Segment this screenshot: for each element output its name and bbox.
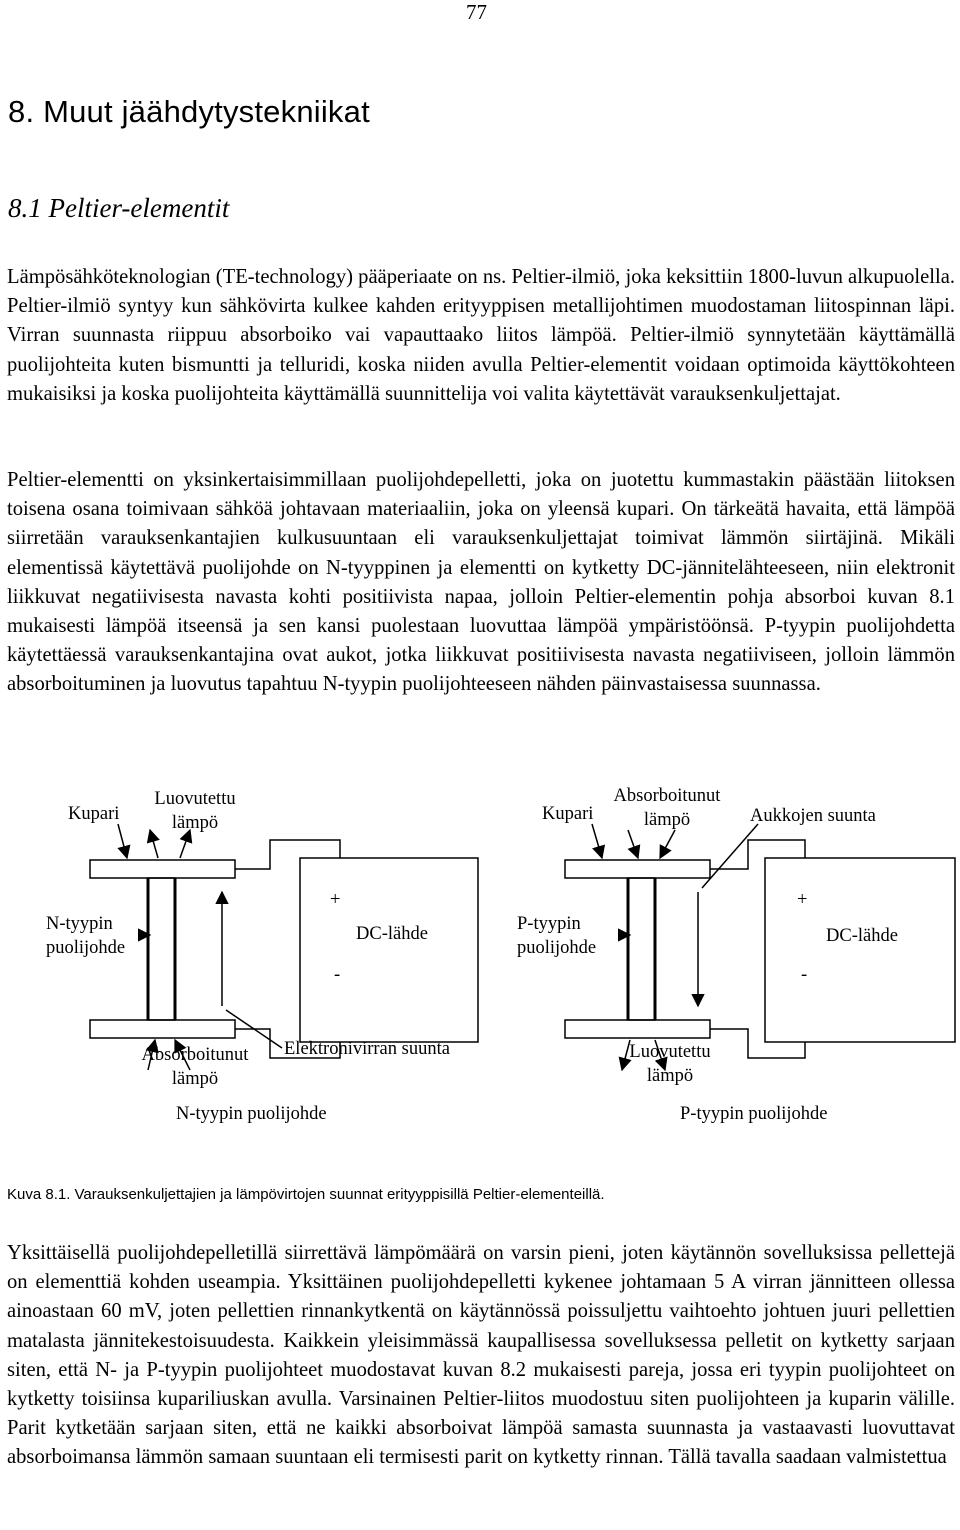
label-right-minus: - [801, 965, 808, 985]
label-left-bottom-heat: Absorboitunut lämpö [141, 1045, 249, 1089]
label-left-top-heat: Luovutettu lämpö [154, 789, 236, 833]
right-wire-top [710, 840, 805, 869]
left-bottom-copper-plate [90, 1020, 235, 1038]
section-title: 8.1 Peltier-elementit [8, 193, 230, 223]
paragraph-1: Lämpösähköteknologian (TE-technology) pääperiaate on ns. Peltier-ilmiö, joka keksittiin 1800-luvun alkupuolella. Peltier-ilmiö syntyy kun sähkövirta kulkee kahden erityyppisen metallijohtimen muodostaman liitospinnan läpi. Virran suunnasta riippuu absorboiko vai vapauttaako liitos lämpöä. Peltier-ilmiö synnytetään käyttämällä puolijohteita kuten bismuntti ja telluridi, koska niiden avulla Peltier-elementit voidaan optimoida käyttökohteen mukaisiksi ja koska puolijohteita käyttämällä suunnittelija voi valita käytettävät varauksenkuljettajat. [7, 266, 955, 405]
label-left-plus: + [330, 890, 341, 910]
left-top-copper-plate [90, 860, 235, 878]
label-left-kupari: Kupari [68, 804, 120, 824]
label-left-semiconductor: N-tyypin puolijohde [46, 914, 126, 958]
right-heat-in-arrow [628, 830, 638, 858]
label-right-dc-source: DC-lähde [826, 926, 898, 946]
right-top-copper-plate [565, 860, 710, 878]
label-right-semiconductor: P-tyypin puolijohde [517, 914, 597, 958]
paragraph-3: Yksittäisellä puolijohdepelletillä siirrettävä lämpömäärä on varsin pieni, joten käytännön sovelluksissa pellettejä on elementtiä kohden useampia. Yksittäinen puolijohdepelletti kykenee johtamaan 5 A virran jännitteen ollessa ainoastaan 60 mV, joten pellettien rinnankytkentä on käytännössä poissuljettu vaihtoehto johtuen juuri pellettien matalasta jännitekestoisuudesta. Kaikkein yleisimmässä kaupallisessa sovelluksessa pelletit on kytketty sarjaan siten, että N- ja P-tyypin puolijohteet muodostavat kuvan 8.2 mukaisesti pareja, jossa eri tyypin puolijohteet on kytketty toisiinsa kupariliuskan avulla. Varsinainen Peltier-liitos muodostuu siten puolijohteen ja kuparin välille. Parit kytketään sarjaan siten, että ne kaikki absorboivat lämpöä samasta suunnasta ja vastaavasti luovuttavat absorboimansa lämmön samaan suuntaan eli termisesti parit on kytketty rinnan. Tällä tavalla saadaan valmistettua [7, 1242, 955, 1469]
chapter-title: 8. Muut jäähdytystekniikat [8, 94, 370, 129]
label-right-kupari: Kupari [542, 804, 594, 824]
label-right-top-heat: Absorboitunut lämpö [613, 786, 721, 830]
label-right-plus: + [797, 890, 808, 910]
right-heat-in-arrow [660, 830, 675, 858]
label-electron-flow: Elektronivirran suunta [284, 1039, 450, 1059]
label-hole-flow: Aukkojen suunta [750, 806, 876, 826]
right-bottom-copper-plate [565, 1020, 710, 1038]
label-n-type-sublabel: N-tyypin puolijohde [176, 1104, 327, 1124]
right-dc-source [765, 858, 955, 1042]
label-left-minus: - [334, 965, 341, 985]
label-left-dc-source: DC-lähde [356, 924, 428, 944]
left-dc-source [300, 858, 478, 1042]
left-kupari-leader [118, 824, 127, 858]
right-pellet [628, 878, 655, 1020]
label-p-type-sublabel: P-tyypin puolijohde [680, 1104, 828, 1124]
right-kupari-leader [592, 824, 602, 858]
left-pellet [148, 878, 175, 1020]
page-number: 77 [466, 0, 487, 24]
figure-peltier-diagram [0, 770, 960, 1140]
label-right-bottom-heat: Luovutettu lämpö [629, 1042, 711, 1086]
figure-caption: Kuva 8.1. Varauksenkuljettajien ja lämpövirtojen suunnat erityyppisillä Peltier-elementeillä. [7, 1186, 605, 1203]
right-flow-leader [702, 824, 758, 888]
left-wire-top [235, 840, 340, 869]
paragraph-2: Peltier-elementti on yksinkertaisimmillaan puolijohdepelletti, joka on juotettu kummastakin päästään liitoksen toisena osana toimivaan sähköä johtavaan materiaaliin, joka on yleensä kupari. On tärkeätä havaita, että lämpöä siirretään varauksenkantajien kulkusuuntaan eli varauksenkuljettajat toimivat lämmön siirtäjinä. Mikäli elementissä käytettävä puolijohde on N-tyyppinen ja elementti on kytketty DC-jännitelähteeseen, niin elektronit liikkuvat negatiivisesta navasta kohti positiivista napaa, jolloin Peltier-elementin pohja absorboi kuvan 8.1 mukaisesti lämpöä itseensä ja sen kansi puolestaan luovuttaa lämpöä ympäristöönsä. P-tyypin puolijohdetta käytettäessä varauksenkantajina ovat aukot, jotka liikkuvat positiivisesta navasta negatiiviseen, jolloin lämmön absorboituminen ja luovutus tapahtuu N-tyypin puolijohteeseen nähden päinvastaisessa suunnassa. [7, 469, 955, 696]
